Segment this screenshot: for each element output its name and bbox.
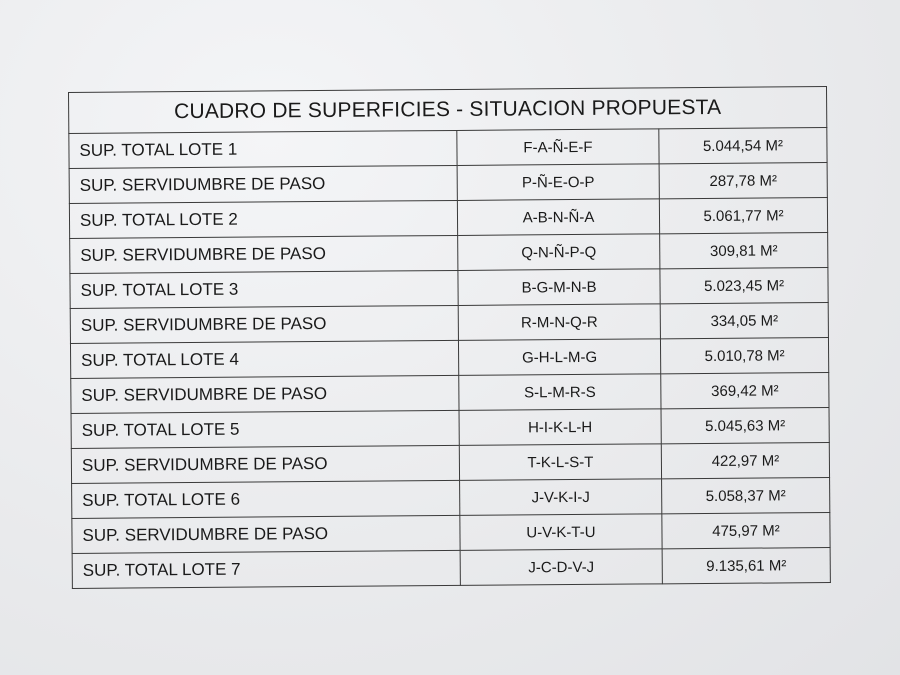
row-vertex-code: T-K-L-S-T bbox=[459, 444, 661, 481]
row-area: 287,78 M² bbox=[659, 163, 827, 199]
row-area: 475,97 M² bbox=[662, 513, 830, 549]
row-vertex-code: H-I-K-L-H bbox=[459, 409, 661, 446]
row-description: SUP. SERVIDUMBRE DE PASO bbox=[70, 235, 458, 273]
row-description: SUP. TOTAL LOTE 6 bbox=[72, 480, 460, 518]
row-area: 334,05 M² bbox=[660, 303, 828, 339]
row-vertex-code: P-Ñ-E-O-P bbox=[457, 164, 659, 201]
surface-table bbox=[68, 86, 831, 589]
row-description: SUP. SERVIDUMBRE DE PASO bbox=[69, 165, 457, 203]
row-vertex-code: J-V-K-I-J bbox=[460, 479, 662, 516]
row-description: SUP. TOTAL LOTE 3 bbox=[70, 270, 458, 308]
row-description: SUP. TOTAL LOTE 5 bbox=[71, 410, 459, 448]
row-vertex-code: A-B-N-Ñ-A bbox=[457, 199, 659, 236]
table-row bbox=[72, 548, 830, 589]
table-row bbox=[71, 408, 829, 449]
table-row bbox=[71, 443, 829, 484]
row-area: 5.044,54 M² bbox=[659, 128, 827, 164]
row-description: SUP. TOTAL LOTE 7 bbox=[72, 550, 460, 588]
row-vertex-code: J-C-D-V-J bbox=[460, 549, 662, 586]
row-area: 422,97 M² bbox=[661, 443, 829, 479]
table-title-row bbox=[69, 87, 827, 134]
table-row bbox=[69, 198, 827, 239]
row-area: 5.010,78 M² bbox=[660, 338, 828, 374]
row-vertex-code: R-M-N-Q-R bbox=[458, 304, 660, 341]
table-row bbox=[72, 478, 830, 519]
table-row bbox=[70, 338, 828, 379]
row-description: SUP. TOTAL LOTE 2 bbox=[69, 200, 457, 238]
row-description: SUP. SERVIDUMBRE DE PASO bbox=[71, 375, 459, 413]
row-vertex-code: U-V-K-T-U bbox=[460, 514, 662, 551]
table-row bbox=[70, 303, 828, 344]
table-row bbox=[69, 163, 827, 204]
table-row bbox=[71, 373, 829, 414]
row-description: SUP. TOTAL LOTE 4 bbox=[70, 340, 458, 378]
table-row bbox=[72, 513, 830, 554]
row-area: 369,42 M² bbox=[661, 373, 829, 409]
row-description: SUP. SERVIDUMBRE DE PASO bbox=[70, 305, 458, 343]
row-vertex-code: F-A-Ñ-E-F bbox=[457, 129, 659, 166]
table-row bbox=[70, 233, 828, 274]
row-area: 5.045,63 M² bbox=[661, 408, 829, 444]
row-area: 9.135,61 M² bbox=[662, 548, 830, 584]
row-area: 5.061,77 M² bbox=[659, 198, 827, 234]
row-area: 309,81 M² bbox=[660, 233, 828, 269]
row-description: SUP. SERVIDUMBRE DE PASO bbox=[71, 445, 459, 483]
row-vertex-code: B-G-M-N-B bbox=[458, 269, 660, 306]
row-vertex-code: Q-N-Ñ-P-Q bbox=[458, 234, 660, 271]
row-description: SUP. SERVIDUMBRE DE PASO bbox=[72, 515, 460, 553]
surface-table-wrapper bbox=[68, 86, 830, 589]
row-area: 5.023,45 M² bbox=[660, 268, 828, 304]
table-row bbox=[69, 128, 827, 169]
row-area: 5.058,37 M² bbox=[662, 478, 830, 514]
table-body bbox=[69, 128, 831, 589]
row-description: SUP. TOTAL LOTE 1 bbox=[69, 130, 457, 168]
row-vertex-code: G-H-L-M-G bbox=[458, 339, 660, 376]
table-title: CUADRO DE SUPERFICIES - SITUACION PROPUESTA bbox=[69, 87, 827, 134]
table-row bbox=[70, 268, 828, 309]
row-vertex-code: S-L-M-R-S bbox=[459, 374, 661, 411]
